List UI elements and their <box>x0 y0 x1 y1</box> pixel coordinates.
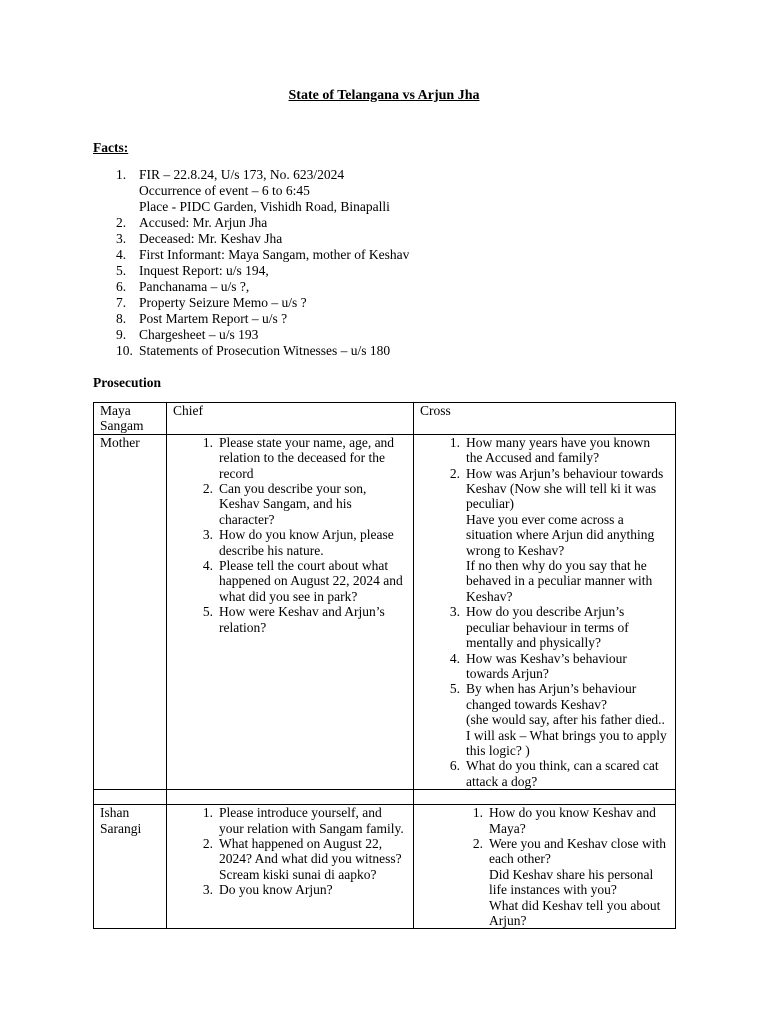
question-continuation: What did Keshav tell you about Arjun? <box>489 897 661 928</box>
question-continuation: (she would say, after his father died.. I will ask – What brings you to apply this logic? ) <box>466 712 667 758</box>
fact-number: 2. <box>116 215 127 230</box>
question-text: Please state your name, age, and relation to the deceased for the record <box>219 434 395 481</box>
question-item <box>173 805 407 836</box>
fact-line: FIR – 22.8.24, U/s 173, No. 623/2024 <box>139 167 345 182</box>
fact-item <box>116 279 699 295</box>
question-text: Can you describe your son, Keshav Sangam, and his character? <box>219 481 367 527</box>
question-item <box>420 681 669 712</box>
fact-line: First Informant: Maya Sangam, mother of Keshav <box>139 247 410 262</box>
fact-item <box>116 311 699 327</box>
question-text: How many years have you known the Accused and family? <box>466 434 651 466</box>
question-text: How were Keshav and Arjun’s relation? <box>219 604 385 635</box>
cross-header: Cross <box>414 403 676 435</box>
question-text: How was Arjun’s behaviour towards Keshav (Now she will tell ki it was peculiar) <box>466 465 664 512</box>
witness-label: Mother <box>94 434 167 789</box>
witness-name-header: Maya Sangam <box>94 403 167 435</box>
question-number: 1. <box>449 434 460 450</box>
question-item <box>420 758 669 789</box>
question-text: By when has Arjun’s behaviour changed towards Keshav? <box>466 681 637 712</box>
witness-label: Ishan Sarangi <box>94 805 167 929</box>
fact-number: 4. <box>116 247 127 262</box>
question-item <box>420 604 669 650</box>
question-item <box>443 836 669 867</box>
question-number: 5. <box>202 604 213 620</box>
question-text: What happened on August 22, 2024? And what did you witness? <box>219 835 402 867</box>
cross-questions <box>414 805 676 929</box>
chief-questions <box>167 805 414 929</box>
document-title: State of Telangana vs Arjun Jha <box>288 88 480 103</box>
question-item <box>173 836 407 867</box>
question-number: 4. <box>202 558 213 574</box>
fact-line: Chargesheet – u/s 193 <box>139 327 259 342</box>
question-text: How was Keshav’s behaviour towards Arjun? <box>466 650 627 681</box>
question-number: 2. <box>202 481 213 497</box>
table-spacer-row <box>94 790 676 805</box>
question-text: What do you think, can a scared cat attack a dog? <box>466 758 659 789</box>
question-text: How do you know Arjun, please describe his nature. <box>219 527 394 558</box>
chief-questions <box>167 434 414 789</box>
question-continuation: Scream kiski sunai di aapko? <box>219 866 377 882</box>
question-item <box>420 435 669 466</box>
fact-line: Place - PIDC Garden, Vishidh Road, Binapalli <box>139 199 390 214</box>
question-number: 4. <box>449 650 460 666</box>
question-number: 3. <box>449 604 460 620</box>
question-text: How do you know Keshav and Maya? <box>489 805 656 836</box>
empty-cell <box>167 790 414 805</box>
question-number: 1. <box>202 434 213 450</box>
fact-line: Property Seizure Memo – u/s ? <box>139 295 307 310</box>
fact-number: 8. <box>116 311 127 326</box>
table-row <box>94 805 676 929</box>
question-number: 3. <box>202 882 213 898</box>
fact-number: 7. <box>116 295 127 310</box>
question-continuation: Did Keshav share his personal life instances with you? <box>489 866 654 898</box>
question-number: 2. <box>449 465 460 481</box>
question-text: Do you know Arjun? <box>219 882 333 898</box>
question-item <box>420 466 669 512</box>
empty-cell <box>94 790 167 805</box>
fact-item <box>116 343 699 359</box>
question-item <box>443 805 669 836</box>
chief-header: Chief <box>167 403 414 435</box>
question-item <box>173 527 407 558</box>
fact-item <box>116 295 699 311</box>
question-number: 2. <box>202 835 213 851</box>
fact-item <box>116 247 699 263</box>
question-number: 5. <box>449 681 460 697</box>
question-number: 6. <box>449 758 460 774</box>
question-item <box>173 435 407 481</box>
question-number: 1. <box>202 805 213 821</box>
fact-line: Inquest Report: u/s 194, <box>139 263 269 278</box>
question-text: Please introduce yourself, and your relation with Sangam family. <box>219 805 404 836</box>
cross-questions <box>414 434 676 789</box>
question-text: Were you and Keshav close with each other? <box>489 835 666 867</box>
fact-number: 6. <box>116 279 127 294</box>
facts-list <box>116 167 699 359</box>
empty-cell <box>414 790 676 805</box>
question-text: Please tell the court about what happened on August 22, 2024 and what did you see in park? <box>219 558 403 604</box>
question-item <box>173 558 407 604</box>
fact-line: Deceased: Mr. Keshav Jha <box>139 231 283 246</box>
fact-item <box>116 167 699 215</box>
question-item <box>173 604 407 635</box>
question-continuation: Have you ever come across a situation where Arjun did anything wrong to Keshav? <box>466 511 655 558</box>
fact-item <box>116 231 699 247</box>
fact-number: 10. <box>116 343 133 358</box>
question-continuation: If no then why do you say that he behaved in a peculiar manner with Keshav? <box>466 558 653 604</box>
witness-table <box>93 402 676 929</box>
fact-number: 3. <box>116 231 127 246</box>
fact-item <box>116 327 699 343</box>
fact-line: Occurrence of event – 6 to 6:45 <box>139 183 310 198</box>
fact-line: Accused: Mr. Arjun Jha <box>139 215 268 230</box>
fact-item <box>116 263 699 279</box>
fact-line: Post Martem Report – u/s ? <box>139 311 288 326</box>
facts-heading: Facts: <box>93 140 129 155</box>
question-item <box>173 882 407 897</box>
question-item <box>173 481 407 527</box>
question-number: 2. <box>472 835 483 851</box>
question-number: 1. <box>472 805 483 821</box>
fact-number: 1. <box>116 167 127 182</box>
table-row <box>94 434 676 789</box>
fact-item <box>116 215 699 231</box>
table-header-row <box>94 403 676 435</box>
fact-number: 5. <box>116 263 127 278</box>
question-item <box>420 651 669 682</box>
fact-line: Statements of Prosecution Witnesses – u/s 180 <box>139 343 391 358</box>
fact-line: Panchanama – u/s ?, <box>139 279 250 294</box>
fact-number: 9. <box>116 327 127 342</box>
question-text: How do you describe Arjun’s peculiar behaviour in terms of mentally and physically? <box>466 604 629 651</box>
prosecution-heading: Prosecution <box>93 375 161 390</box>
question-number: 3. <box>202 527 213 543</box>
